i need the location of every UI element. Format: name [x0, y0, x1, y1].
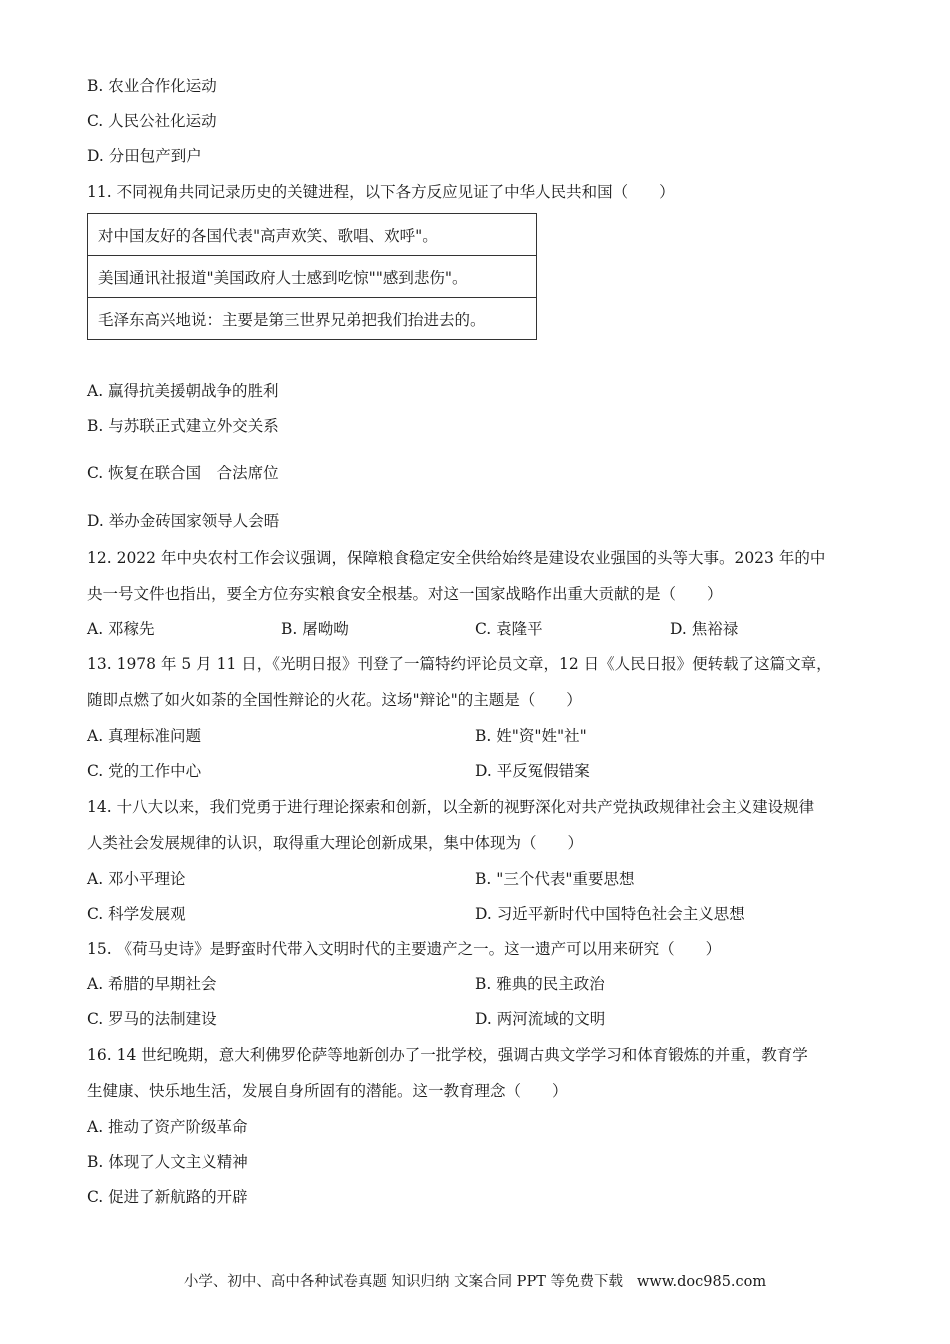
q11-option-d: D. 举办金砖国家领导人会晤 [87, 512, 280, 530]
q13-stem-line-1: 13. 1978 年 5 月 11 日，《光明日报》刊登了一篇特约评论员文章，12 日《人民日报》便转载了这篇文章， [87, 655, 832, 673]
table-cell: 毛泽东高兴地说：主要是第三世界兄弟把我们抬进去的。 [88, 298, 537, 340]
q12-option-d: D. 焦裕禄 [670, 620, 739, 638]
q13-option-a: A. 真理标准问题 [87, 727, 202, 745]
q12-option-a: A. 邓稼先 [87, 620, 155, 638]
q12-stem-line-1: 12. 2022 年中央农村工作会议强调，保障粮食稳定安全供给始终是建设农业强国的头等大事。2023 年的中 [87, 549, 826, 567]
q10-option-c: C. 人民公社化运动 [87, 112, 217, 130]
q15-option-c: C. 罗马的法制建设 [87, 1010, 217, 1028]
q10-option-d: D. 分田包产到户 [87, 147, 202, 165]
table-row [88, 298, 537, 340]
q13-stem-line-2: 随即点燃了如火如荼的全国性辩论的火花。这场"辩论"的主题是（ ） [87, 691, 582, 709]
page-footer [0, 1270, 950, 1291]
q16-option-a: A. 推动了资产阶级革命 [87, 1118, 248, 1136]
q13-option-b: B. 姓"资"姓"社" [475, 727, 587, 745]
table-row [88, 256, 537, 298]
q11-option-b: B. 与苏联正式建立外交关系 [87, 417, 279, 435]
q11-option-c: C. 恢复在联合国 合法席位 [87, 464, 279, 482]
q12-option-b: B. 屠呦呦 [281, 620, 349, 638]
q14-stem-line-1: 14. 十八大以来，我们党勇于进行理论探索和创新，以全新的视野深化对共产党执政规律社会主义建设规律 [87, 798, 815, 816]
table-row [88, 214, 537, 256]
q14-option-c: C. 科学发展观 [87, 905, 186, 923]
q14-option-b: B. "三个代表"重要思想 [475, 870, 635, 888]
q13-option-d: D. 平反冤假错案 [475, 762, 590, 780]
q16-option-b: B. 体现了人文主义精神 [87, 1153, 248, 1171]
q15-stem: 15. 《荷马史诗》是野蛮时代带入文明时代的主要遗产之一。这一遗产可以用来研究（ ） [87, 940, 722, 958]
q11-stem: 11. 不同视角共同记录历史的关键进程，以下各方反应见证了中华人民共和国（ ） [87, 183, 675, 201]
q12-stem-line-2: 央一号文件也指出，要全方位夯实粮食安全根基。对这一国家战略作出重大贡献的是（ ） [87, 585, 723, 603]
q14-option-d: D. 习近平新时代中国特色社会主义思想 [475, 905, 745, 923]
q12-option-c: C. 袁隆平 [475, 620, 543, 638]
q16-stem-line-1: 16. 14 世纪晚期，意大利佛罗伦萨等地新创办了一批学校，强调古典文学学习和体育锻炼的并重，教育学 [87, 1046, 808, 1064]
q16-stem-line-2: 生健康、快乐地生活，发展自身所固有的潜能。这一教育理念（ ） [87, 1082, 568, 1100]
q11-option-a: A. 赢得抗美援朝战争的胜利 [87, 382, 279, 400]
q14-option-a: A. 邓小平理论 [87, 870, 186, 888]
table-cell: 对中国友好的各国代表"高声欢笑、歌唱、欢呼"。 [88, 214, 537, 256]
footer-text: 小学、初中、高中各种试卷真题 知识归纳 文案合同 PPT 等免费下载 [183, 1274, 623, 1290]
q15-option-d: D. 两河流域的文明 [475, 1010, 606, 1028]
q11-quote-table [87, 213, 537, 340]
q10-option-b: B. 农业合作化运动 [87, 77, 217, 95]
q15-option-a: A. 希腊的早期社会 [87, 975, 217, 993]
q14-stem-line-2: 人类社会发展规律的认识，取得重大理论创新成果，集中体现为（ ） [87, 834, 584, 852]
footer-link[interactable]: www.doc985.com [636, 1274, 767, 1290]
q13-option-c: C. 党的工作中心 [87, 762, 202, 780]
q16-option-c: C. 促进了新航路的开辟 [87, 1188, 248, 1206]
table-cell: 美国通讯社报道"美国政府人士感到吃惊""感到悲伤"。 [88, 256, 537, 298]
q15-option-b: B. 雅典的民主政治 [475, 975, 605, 993]
